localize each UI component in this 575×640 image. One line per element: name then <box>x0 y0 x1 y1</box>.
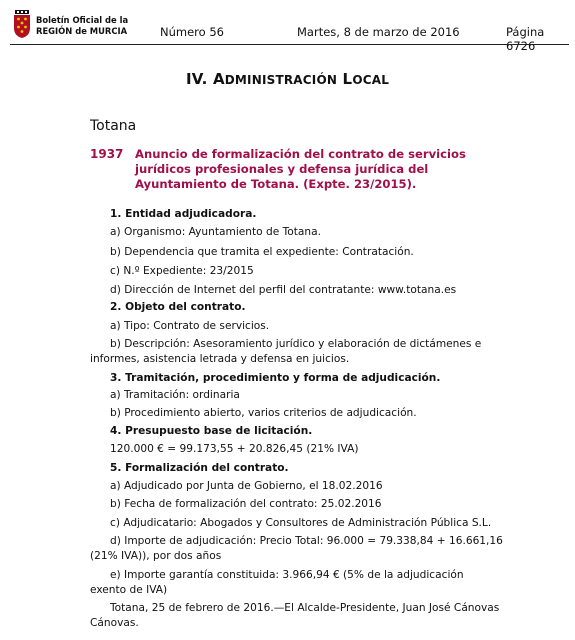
section-word2-rest: OCAL <box>352 73 390 87</box>
announcement-title: Anuncio de formalización del contrato de servicios jurídicos profesionales y defensa jurídica del Ayuntamiento de Totana. (Expte. 23/2015). <box>135 147 466 191</box>
line-5e-1: e) Importe garantía constituida: 3.966,94 € (5% de la adjudicación <box>110 569 464 581</box>
section-word1-rest: DMINISTRACIÓN <box>224 73 338 87</box>
line-1a: a) Organismo: Ayuntamiento de Totana. <box>110 226 321 238</box>
line-3b: b) Procedimiento abierto, varios criterios de adjudicación. <box>110 407 417 419</box>
line-5a: a) Adjudicado por Junta de Gobierno, el 18.02.2016 <box>110 480 383 492</box>
heading-4: 4. Presupuesto base de licitación. <box>110 425 313 437</box>
brand-line-1: Boletín Oficial de la <box>36 15 129 25</box>
line-5c: c) Adjudicatario: Abogados y Consultores de Administración Pública S.L. <box>110 517 492 529</box>
heading-5: 5. Formalización del contrato. <box>110 462 289 474</box>
region-coat-of-arms-icon <box>12 10 32 38</box>
section-title <box>0 70 575 88</box>
line-2b-1: b) Descripción: Asesoramiento jurídico y elaboración de dictámenes e <box>110 338 482 350</box>
line-5d-2: (21% IVA)), por dos años <box>90 550 222 562</box>
line-1d: d) Dirección de Internet del perfil del contratante: www.totana.es <box>110 284 457 296</box>
announcement-number: 1937 <box>90 147 124 161</box>
heading-1: 1. Entidad adjudicadora. <box>110 208 257 220</box>
issue-number: Número 56 <box>160 25 224 39</box>
page-header <box>0 0 575 53</box>
line-2a: a) Tipo: Contrato de servicios. <box>110 320 270 332</box>
line-5b: b) Fecha de formalización del contrato: 25.02.2016 <box>110 498 382 510</box>
signature-line-2: Cánovas. <box>90 617 139 629</box>
line-5e-2: exento de IVA) <box>90 584 168 596</box>
page-number: Página 6726 <box>506 25 545 53</box>
brand-line-2: REGIÓN de MURCIA <box>36 26 128 36</box>
line-5d-1: d) Importe de adjudicación: Precio Total: 96.000 = 79.338,84 + 16.661,16 <box>110 535 503 547</box>
section-numeral: IV. <box>185 70 208 88</box>
bulletin-brand <box>36 15 128 37</box>
header-divider <box>10 44 569 45</box>
heading-3: 3. Tramitación, procedimiento y forma de adjudicación. <box>110 372 441 384</box>
signature-line-1: Totana, 25 de febrero de 2016.—El Alcalde-Presidente, Juan José Cánovas <box>110 602 500 614</box>
issue-date: Martes, 8 de marzo de 2016 <box>297 25 460 39</box>
line-3a: a) Tramitación: ordinaria <box>110 389 240 401</box>
section-word2-initial: L <box>342 70 353 88</box>
municipality-name: Totana <box>90 118 137 134</box>
line-1b: b) Dependencia que tramita el expediente: Contratación. <box>110 246 414 258</box>
heading-2: 2. Objeto del contrato. <box>110 301 246 313</box>
line-2b-2: informes, asistencia letrada y defensa en juicios. <box>90 353 350 365</box>
section-word1-initial: A <box>212 70 225 88</box>
line-1c: c) N.º Expediente: 23/2015 <box>110 265 254 277</box>
line-4: 120.000 € = 99.173,55 + 20.826,45 (21% IVA) <box>110 443 359 455</box>
